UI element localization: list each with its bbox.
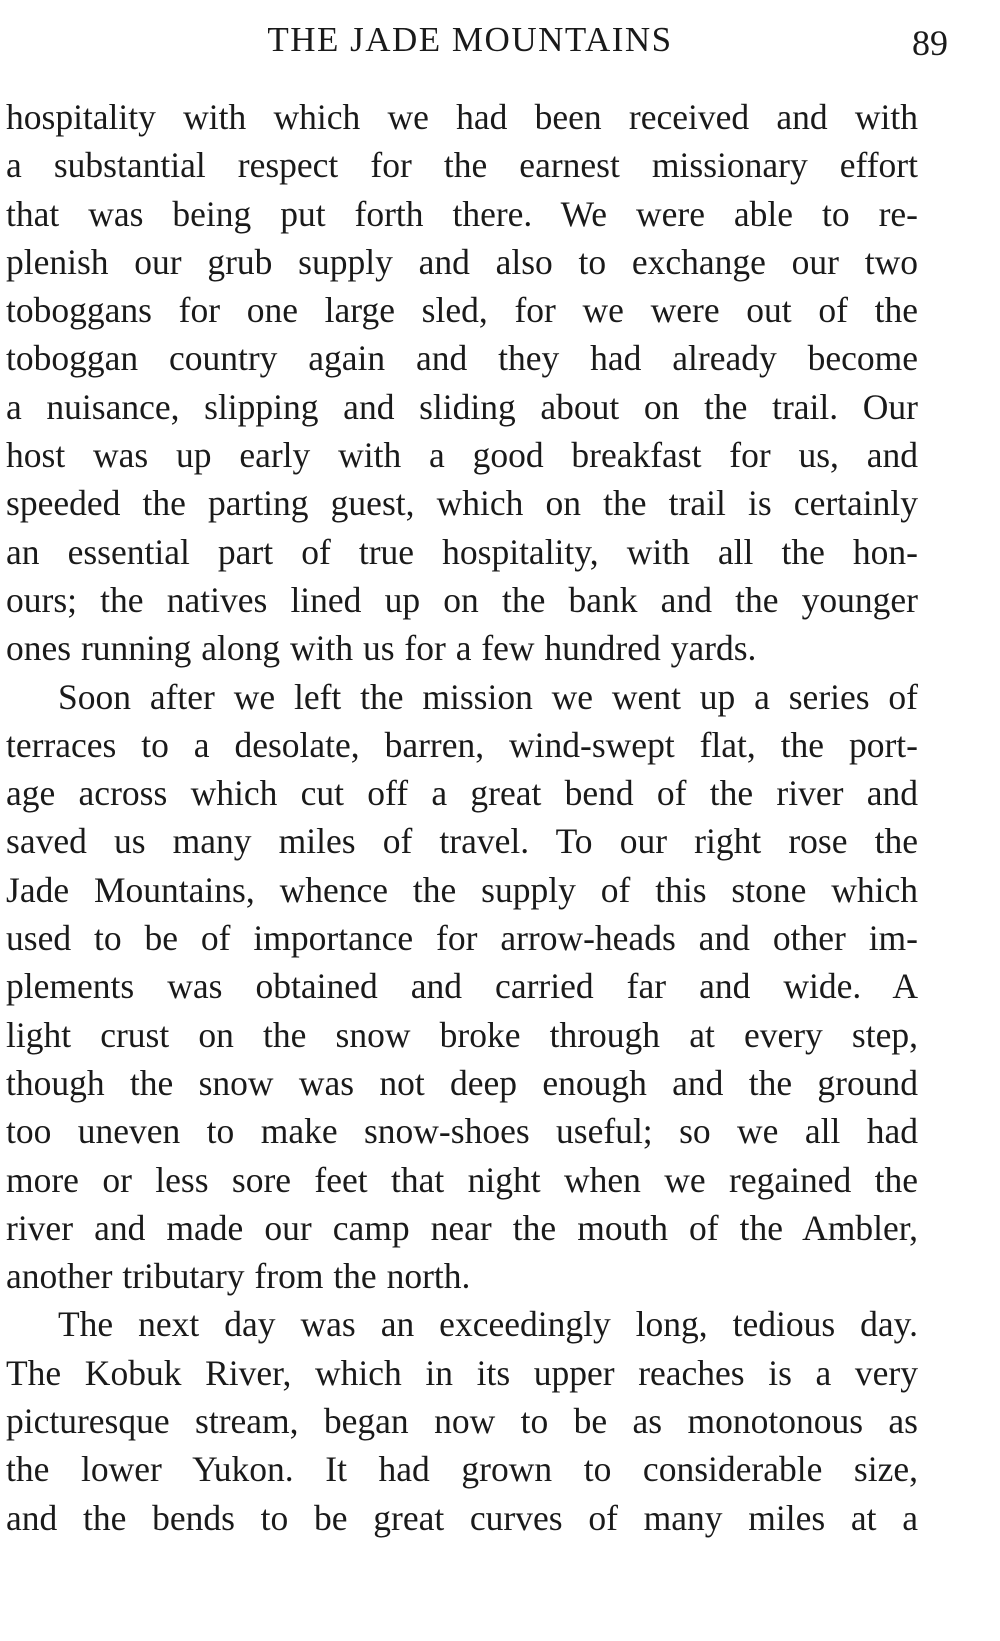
text-line: that was being put forth there. We were able to re- — [6, 193, 918, 234]
text-line: another tributary from the north. — [6, 1256, 471, 1297]
text-line: a nuisance, slipping and sliding about on the trail. Our — [6, 386, 918, 427]
text-line: plements was obtained and carried far and wide. A — [6, 966, 918, 1007]
text-line: saved us many miles of travel. To our right rose the — [6, 821, 918, 862]
text-line: The next day was an exceedingly long, tedious day. — [58, 1304, 918, 1345]
text-line: host was up early with a good breakfast for us, and — [6, 435, 918, 476]
paragraph-2 — [6, 673, 918, 1301]
text-line: and the bends to be great curves of many miles at a — [6, 1497, 918, 1538]
text-line: an essential part of true hospitality, with all the hon- — [6, 531, 918, 572]
text-line: age across which cut off a great bend of the river and — [6, 773, 918, 814]
text-line: The Kobuk River, which in its upper reaches is a very — [6, 1352, 918, 1393]
text-line: Jade Mountains, whence the supply of this stone which — [6, 869, 918, 910]
text-line: toboggans for one large sled, for we were out of the — [6, 290, 918, 331]
text-line: ones running along with us for a few hundred yards. — [6, 628, 757, 669]
text-line: a substantial respect for the earnest missionary effort — [6, 145, 918, 186]
text-line: terraces to a desolate, barren, wind-swept flat, the port- — [6, 724, 918, 765]
text-line: hospitality with which we had been received and with — [6, 97, 918, 137]
text-line: too uneven to make snow-shoes useful; so we all had — [6, 1111, 918, 1152]
body-text — [6, 93, 918, 1542]
text-line: used to be of importance for arrow-heads and other im- — [6, 918, 918, 959]
text-line: ours; the natives lined up on the bank and the younger — [6, 579, 918, 620]
text-line: Soon after we left the mission we went up a series of — [58, 676, 918, 717]
text-line: toboggan country again and they had already become — [6, 338, 918, 379]
paragraph-1 — [6, 93, 918, 673]
paragraph-3 — [6, 1300, 918, 1541]
page-number: 89 — [912, 23, 948, 63]
running-head — [0, 14, 1000, 74]
text-line: river and made our camp near the mouth of the Ambler, — [6, 1207, 918, 1248]
text-line: the lower Yukon. It had grown to considerable size, — [6, 1449, 918, 1490]
text-line: light crust on the snow broke through at every step, — [6, 1014, 918, 1055]
text-line: speeded the parting guest, which on the trail is certainly — [6, 483, 918, 524]
text-line: more or less sore feet that night when we regained the — [6, 1159, 918, 1200]
text-line: plenish our grub supply and also to exchange our two — [6, 241, 918, 282]
running-title: THE JADE MOUNTAINS — [267, 20, 673, 59]
text-line: though the snow was not deep enough and the ground — [6, 1062, 918, 1103]
text-line: picturesque stream, began now to be as monotonous as — [6, 1401, 918, 1442]
